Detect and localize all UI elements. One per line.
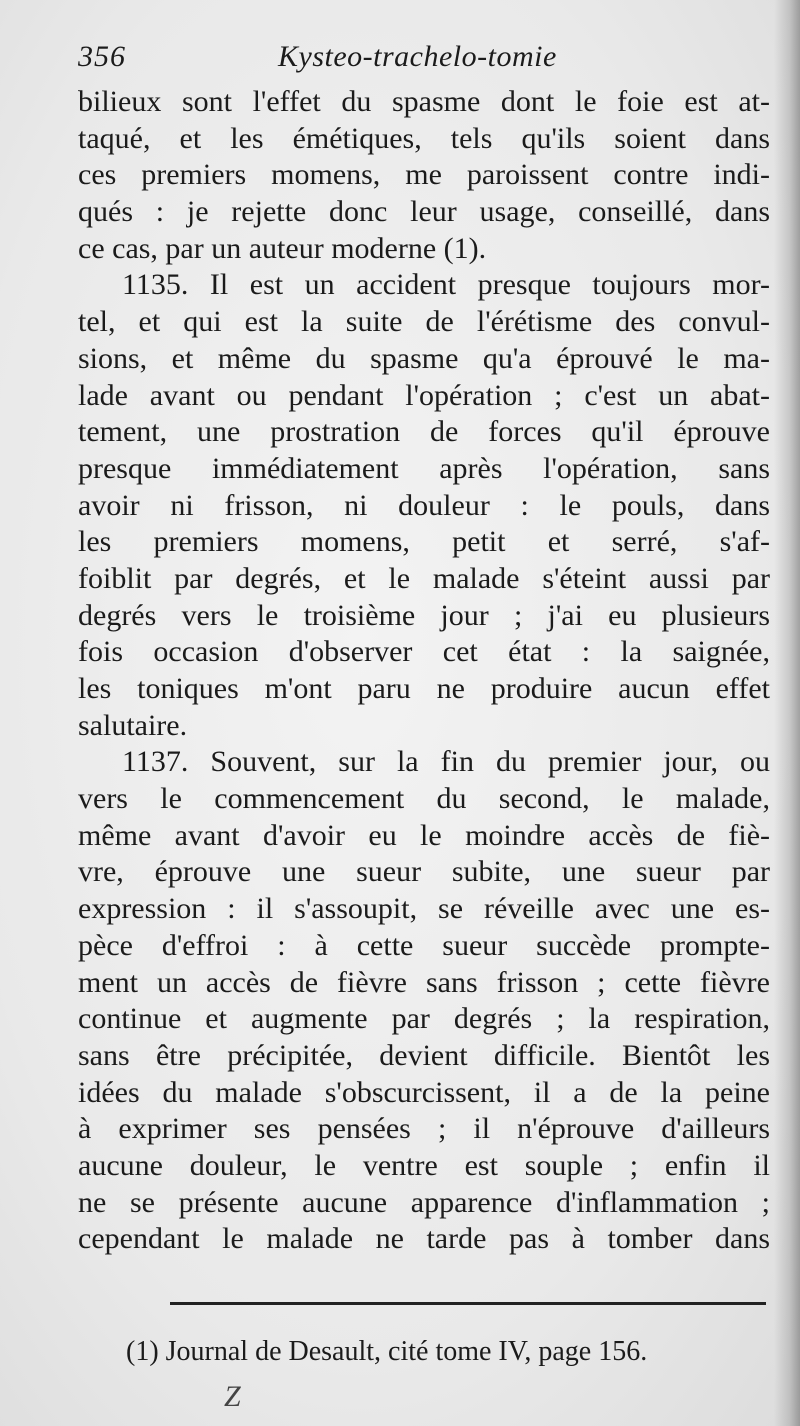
text-line: ces premiers momens, me paroissent contre indi- <box>78 158 770 192</box>
text-line: sans être précipitée, devient difficile. Bientôt les <box>78 1038 770 1072</box>
page-edge-shadow <box>774 0 800 1426</box>
text-line: les toniques m'ont paru ne produire aucun effet <box>78 672 770 705</box>
page-number: 356 <box>78 40 126 73</box>
text-line: ment un accès de fièvre sans frisson ; cette fièvre <box>78 965 770 999</box>
paragraph-start-1135: 1135. Il est un accident presque toujours mor- <box>122 268 770 302</box>
text-line: ne se présente aucune apparence d'inflammation ; <box>78 1185 770 1219</box>
text-line: expression : il s'assoupit, se réveille avec une es- <box>78 892 770 926</box>
text-line: tement, une prostration de forces qu'il éprouve <box>78 415 770 449</box>
running-title: Kysteo-trachelo-tomie <box>278 40 557 73</box>
body-text <box>78 84 770 1258</box>
text-line: qués : je rejette donc leur usage, conseillé, dans <box>78 195 770 229</box>
text-line: salutaire. <box>78 708 188 742</box>
text-line: presque immédiatement après l'opération, sans <box>78 451 770 485</box>
text-line: ce cas, par un auteur moderne (1). <box>78 231 487 265</box>
footnote: (1) Journal de Desault, cité tome IV, page 156. <box>126 1336 648 1367</box>
signature-mark: Z <box>224 1380 241 1413</box>
paragraph-start-1137: 1137. Souvent, sur la fin du premier jour, ou <box>122 745 770 779</box>
page-header <box>78 40 770 84</box>
text-line: sions, et même du spasme qu'a éprouvé le ma- <box>78 341 770 375</box>
text-line: vers le commencement du second, le malade, <box>78 782 770 816</box>
text-line: fois occasion d'observer cet état : la saignée, <box>78 635 770 669</box>
text-line: pèce d'effroi : à cette sueur succède promptе- <box>78 928 770 962</box>
text-line: à exprimer ses pensées ; il n'éprouve d'ailleurs <box>78 1112 770 1146</box>
text-line: taqué, et les émétiques, tels qu'ils soient dans <box>78 121 770 155</box>
text-line: avoir ni frisson, ni douleur : le pouls, dans <box>78 488 770 522</box>
text-line: tel, et qui est la suite de l'érétisme des convul- <box>78 305 770 339</box>
text-line: les premiers momens, petit et serré, s'af- <box>78 525 770 559</box>
text-line: aucune douleur, le ventre est souple ; enfin il <box>78 1148 770 1182</box>
footnote-rule <box>170 1302 766 1305</box>
text-line: vre, éprouve une sueur subite, une sueur par <box>78 855 770 889</box>
text-line: même avant d'avoir eu le moindre accès de fiè- <box>78 818 770 852</box>
text-line: cependant le malade ne tarde pas à tomber dans <box>78 1222 770 1256</box>
text-line: bilieux sont l'effet du spasme dont le foie est at- <box>78 85 770 118</box>
text-line: idées du malade s'obscurcissent, il a de la peine <box>78 1075 770 1109</box>
text-line: lade avant ou pendant l'opération ; c'est un abat- <box>78 378 770 412</box>
text-line: foiblit par degrés, et le malade s'éteint aussi par <box>78 561 770 595</box>
text-line: degrés vers le troisième jour ; j'ai eu plusieurs <box>78 598 770 632</box>
text-line: continue et augmente par degrés ; la respiration, <box>78 1002 770 1036</box>
